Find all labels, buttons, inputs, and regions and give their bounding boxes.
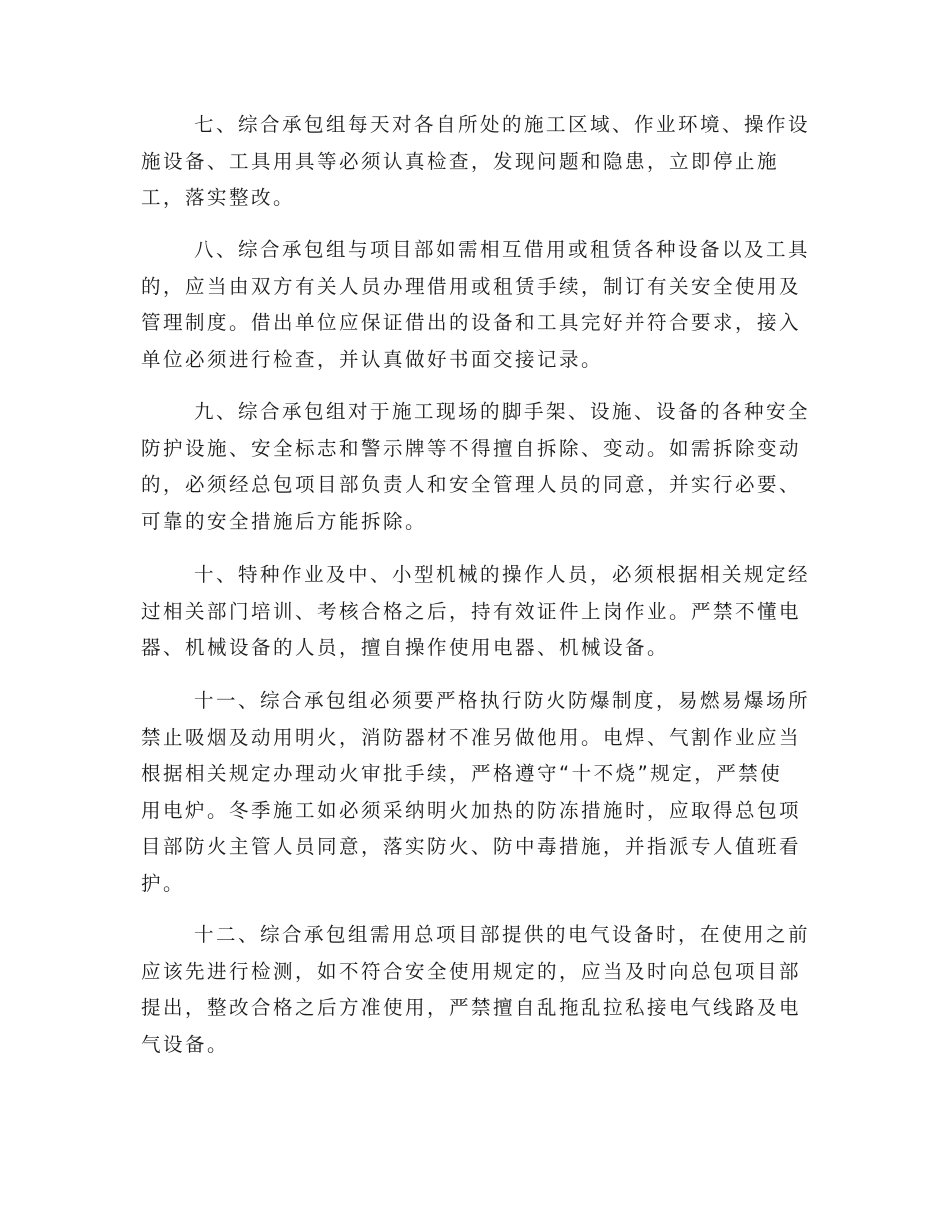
paragraph-item-9 bbox=[141, 394, 811, 540]
paragraph-line: 九、综合承包组对于施工现场的脚手架、设施、设备的各种安全 bbox=[194, 400, 811, 423]
paragraph-line: 禁止吸烟及动用明火，消防器材不准另做他用。电焊、气割作业应当 bbox=[141, 725, 802, 749]
paragraph-line: 用电炉。冬季施工如必须采纳明火加热的防冻措施时，应取得总包项 bbox=[141, 798, 802, 822]
paragraph-line: 防护设施、安全标志和警示牌等不得擅自拆除、变动。如需拆除变动 bbox=[141, 436, 802, 460]
paragraph-line: 七、综合承包组每天对各自所处的施工区域、作业环境、操作设 bbox=[194, 113, 811, 136]
paragraph-line: 八、综合承包组与项目部如需相互借用或租赁各种设备以及工具 bbox=[194, 238, 811, 261]
paragraph-line: 十、特种作业及中、小型机械的操作人员，必须根据相关规定经 bbox=[194, 563, 811, 586]
paragraph-line: 的，必须经总包项目部负责人和安全管理人员的同意，并实行必要、 bbox=[141, 473, 802, 497]
paragraph-line: 器、机械设备的人员，擅自操作使用电器、机械设备。 bbox=[141, 636, 670, 660]
paragraph-line: 根据相关规定办理动火审批手续，严格遵守“十不烧”规定，严禁使 bbox=[141, 762, 783, 786]
paragraph-item-7 bbox=[141, 107, 811, 217]
paragraph-item-8 bbox=[141, 232, 811, 378]
paragraph-line: 工，落实整改。 bbox=[141, 186, 296, 210]
paragraph-item-10 bbox=[141, 557, 811, 667]
paragraph-line: 气设备。 bbox=[141, 1032, 230, 1056]
paragraph-item-11 bbox=[141, 683, 811, 903]
paragraph-line: 的，应当由双方有关人员办理借用或租赁手续，制订有关安全使用及 bbox=[141, 274, 802, 298]
paragraph-line: 目部防火主管人员同意，落实防火、防中毒措施，并指派专人值班看 bbox=[141, 835, 802, 859]
paragraph-line: 单位必须进行检查，并认真做好书面交接记录。 bbox=[141, 347, 604, 371]
paragraph-line: 十一、综合承包组必须要严格执行防火防爆制度，易燃易爆场所 bbox=[194, 689, 811, 712]
paragraph-line: 护。 bbox=[141, 871, 186, 895]
paragraph-line: 施设备、工具用具等必须认真检查，发现问题和隐患，立即停止施 bbox=[141, 149, 780, 173]
paragraph-line: 应该先进行检测，如不符合安全使用规定的，应当及时向总包项目部 bbox=[141, 959, 802, 983]
paragraph-line: 提出，整改合格之后方准使用，严禁擅自乱拖乱拉私接电气线路及电 bbox=[141, 996, 802, 1020]
paragraph-line: 过相关部门培训、考核合格之后，持有效证件上岗作业。严禁不懂电 bbox=[141, 599, 802, 623]
paragraph-item-12 bbox=[141, 917, 811, 1063]
paragraph-line: 可靠的安全措施后方能拆除。 bbox=[141, 509, 428, 533]
paragraph-line: 管理制度。借出单位应保证借出的设备和工具完好并符合要求，接入 bbox=[141, 311, 802, 335]
paragraph-line: 十二、综合承包组需用总项目部提供的电气设备时，在使用之前 bbox=[194, 923, 811, 946]
